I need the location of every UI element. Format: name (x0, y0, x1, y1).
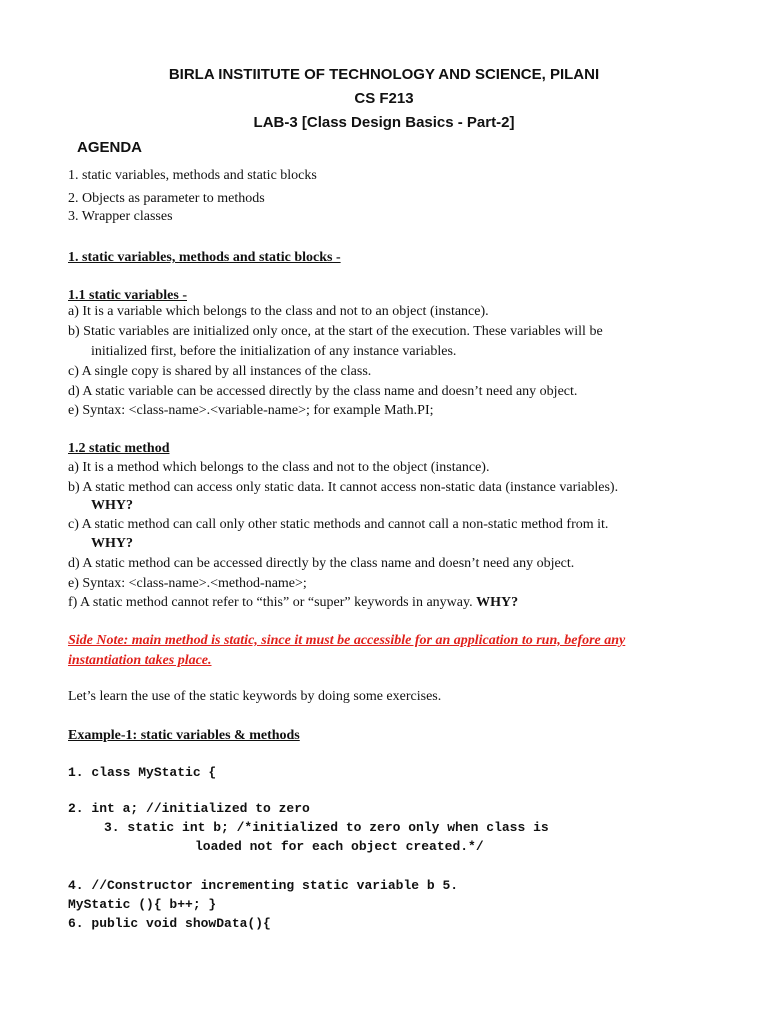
section-1-heading: 1. static variables, methods and static blocks - (68, 250, 341, 265)
course-code: CS F213 (354, 90, 414, 107)
why-question-3: WHY? (476, 595, 519, 610)
static-var-point-b: b) Static variables are initialized only once, at the start of the execution. These variables will be (68, 324, 603, 339)
lab-title: LAB-3 [Class Design Basics - Part-2] (253, 114, 515, 131)
static-var-point-a: a) It is a variable which belongs to the class and not to an object (instance). (68, 304, 489, 319)
static-var-point-c: c) A single copy is shared by all instances of the class. (68, 364, 372, 379)
section-1-1-heading: 1.1 static variables - (68, 288, 187, 303)
static-var-point-b-cont: initialized first, before the initialization of any instance variables. (91, 344, 457, 359)
agenda-item-3: 3. Wrapper classes (68, 209, 173, 224)
code-line-3: 3. static int b; /*initialized to zero only when class is (104, 820, 549, 835)
intro-text: Let’s learn the use of the static keywords by doing some exercises. (68, 689, 442, 704)
code-line-2: 2. int a; //initialized to zero (68, 801, 310, 816)
static-method-point-d: d) A static method can be accessed directly by the class name and doesn’t need any object. (68, 556, 575, 571)
institute-title: BIRLA INSTIITUTE OF TECHNOLOGY AND SCIENCE, PILANI (168, 66, 600, 83)
code-line-3-cont: loaded not for each object created.*/ (195, 839, 484, 854)
static-method-point-f-text: f) A static method cannot refer to “this” or “super” keywords in anyway. (68, 595, 473, 610)
static-method-point-a: a) It is a method which belongs to the class and not to the object (instance). (68, 460, 490, 475)
agenda-item-1: 1. static variables, methods and static blocks (68, 168, 317, 183)
why-question-2: WHY? (91, 536, 133, 551)
static-var-point-d: d) A static variable can be accessed directly by the class name and doesn’t need any object. (68, 384, 578, 399)
static-method-point-e: e) Syntax: <class-name>.<method-name>; (68, 576, 307, 591)
code-line-4: 4. //Constructor incrementing static variable b 5. (68, 878, 459, 893)
side-note-line-1: Side Note: main method is static, since it must be accessible for an application to run, before any (68, 633, 626, 648)
static-var-point-e: e) Syntax: <class-name>.<variable-name>; for example Math.PI; (68, 403, 434, 418)
side-note-line-2: instantiation takes place. (68, 653, 212, 668)
static-method-point-c: c) A static method can call only other static methods and cannot call a non-static method from it. (68, 517, 609, 532)
section-1-2-heading: 1.2 static method (68, 441, 170, 456)
code-line-1: 1. class MyStatic { (68, 765, 217, 780)
static-method-point-f (68, 594, 518, 611)
why-question-1: WHY? (91, 498, 133, 513)
code-line-6: 6. public void showData(){ (68, 916, 271, 931)
agenda-title: AGENDA (77, 139, 143, 156)
example-1-heading: Example-1: static variables & methods (68, 728, 300, 743)
agenda-item-2: 2. Objects as parameter to methods (68, 191, 265, 206)
static-method-point-b: b) A static method can access only static data. It cannot access non-static data (instance variables). (68, 480, 619, 495)
code-line-5: MyStatic (){ b++; } (68, 897, 217, 912)
